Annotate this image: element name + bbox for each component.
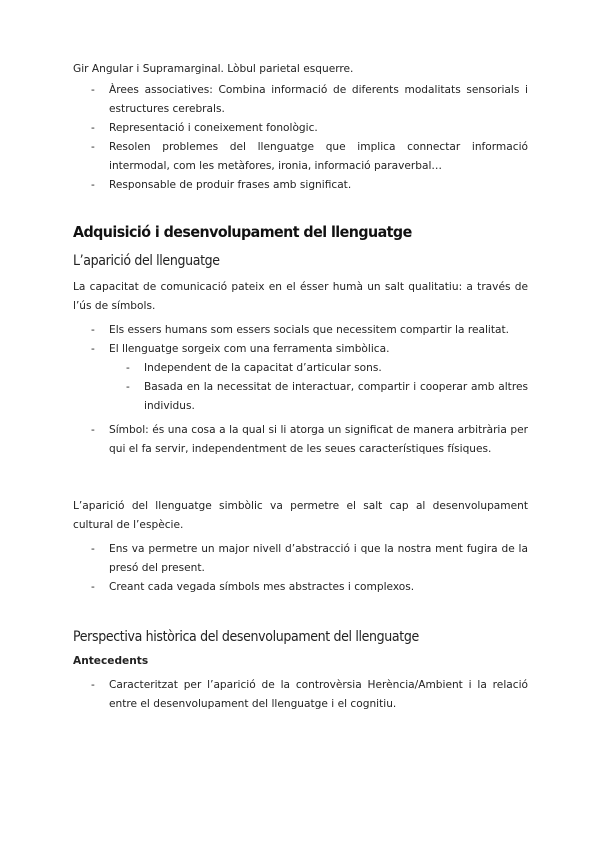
antecedents-heading: Antecedents [73,655,149,667]
aparicio-list [73,321,528,459]
list-item: - Els essers humans som essers socials que necessitem compartir la realitat. [109,321,528,340]
paragraph: L’aparició del llenguatge simbòlic va permetre el salt cap al desenvolupament cultural de l’espècie. [73,500,528,531]
nested-list-item: - Independent de la capacitat d’articular sons. [144,359,528,378]
list-item-text: El llenguatge sorgeix com una ferramenta simbòlica. [109,343,390,355]
list-item: - Caracteritzat per l’aparició de la controvèrsia Herència/Ambient i la relació entre el desenvolupament del llenguatge i el cognitiu. [109,676,528,714]
list-item: - Ens va permetre un major nivell d’abstracció i que la nostra ment fugira de la presó del present. [109,540,528,578]
perspectiva-list [73,676,528,714]
nested-list-item: - Basada en la necessitat de interactuar, compartir i cooperar amb altres individus. [144,378,528,416]
list-item: - Representació i coneixement fonològic. [109,119,528,138]
list-item: - Resolen problemes del llenguatge que implica connectar informació intermodal, com les metàfores, ironia, informació paraverbal… [109,138,528,176]
subsection-heading-aparicio: L’aparició del llenguatge [73,253,220,269]
section-heading: Adquisició i desenvolupament del llenguatge [73,223,412,241]
list-item: - Creant cada vegada símbols mes abstractes i complexos. [109,578,528,597]
list-item [109,340,528,416]
list-item: - Símbol: és una cosa a la qual si li atorga un significat de manera arbitrària per qui el fa servir, independentment de les seues característiques físiques. [109,421,528,459]
list-item: - Àrees associatives: Combina informació de diferents modalitats sensorials i estructures cerebrals. [109,81,528,119]
list-item: - Responsable de produir frases amb significat. [109,176,528,195]
document-page [73,60,528,714]
intro-list [73,81,528,195]
intro-line: Gir Angular i Supramarginal. Lòbul parietal esquerre. [73,63,354,75]
subsection-heading-perspectiva: Perspectiva històrica del desenvolupament del llenguatge [73,629,419,645]
aparicio-list-2 [73,540,528,597]
paragraph: La capacitat de comunicació pateix en el ésser humà un salt qualitatiu: a través de l’ús de símbols. [73,281,528,312]
nested-list [109,359,528,416]
